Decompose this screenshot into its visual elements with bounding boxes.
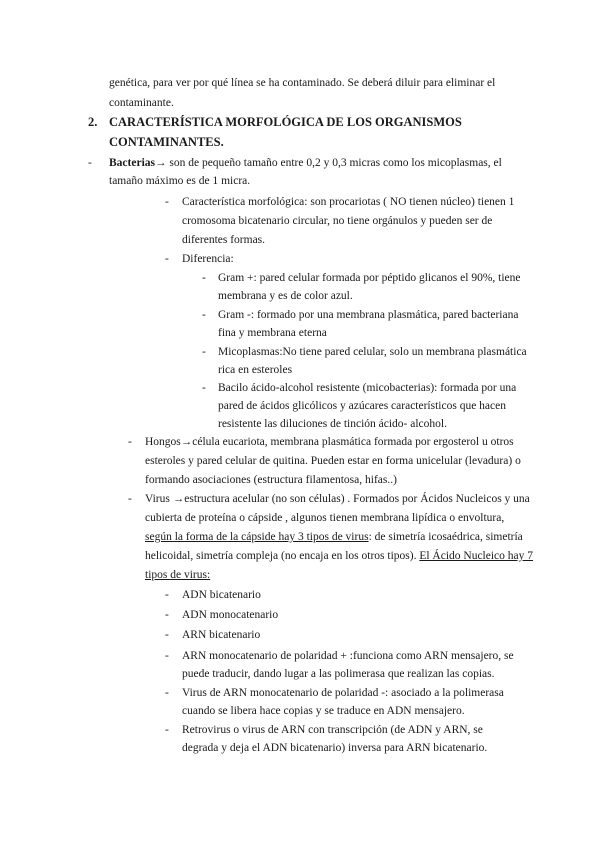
bullet-dash: -	[165, 724, 169, 736]
virus-line-4	[145, 547, 533, 566]
morfologia-line: diferentes formas.	[182, 234, 266, 246]
bullet-dash: -	[202, 346, 206, 358]
gram-neg-line: Gram -: formado por una membrana plasmática, pared bacteriana	[218, 309, 519, 321]
bullet-dash: -	[202, 272, 206, 284]
virus-line-5: tipos de virus:	[145, 569, 211, 581]
bullet-dash: -	[202, 382, 206, 394]
bullet-dash: -	[165, 589, 169, 601]
gram-pos-line: Gram +: pared celular formada por péptido glicanos el 90%, tiene	[218, 272, 521, 284]
virus-line-2: cubierta de proteína o cápside , algunos tienen membrana lipídica o envoltura,	[145, 512, 505, 524]
bacterias-line-2: tamaño máximo es de 1 micra.	[109, 175, 251, 187]
bacilo-line: Bacilo ácido-alcohol resistente (micobacterias): formada por una	[218, 382, 517, 394]
bacterias-text: son de pequeño tamaño entre 0,2 y 0,3 micras como los micoplasmas, el	[166, 157, 502, 169]
arrow-glyph: →	[154, 157, 167, 169]
virus-type-item: Retrovirus o virus de ARN con transcripción (de ADN y ARN, se	[182, 724, 483, 736]
virus-type-item: puede traducir, dando lugar a las polimerasa que realizan las copias.	[182, 668, 495, 680]
virus-type-item: ARN bicatenario	[182, 629, 261, 641]
bullet-dash: -	[165, 253, 169, 265]
morfologia-line: cromosoma bicatenario circular, no tiene orgánulos y pueden ser de	[182, 215, 493, 227]
bullet-dash: -	[165, 629, 169, 641]
virus-type-item: degrada y deja el ADN bicatenario) inversa para ARN bicatenario.	[182, 742, 488, 754]
bullet-dash: -	[165, 609, 169, 621]
micoplasmas-line: Micoplasmas:No tiene pared celular, solo un membrana plasmática	[218, 346, 527, 358]
virus-type-item: cuando se libera hace copias y se traduce en ADN mensajero.	[182, 705, 465, 717]
virus-type-item: ARN monocatenario de polaridad + :funciona como ARN mensajero, se	[182, 650, 514, 662]
bacterias-line-1	[109, 154, 502, 173]
bullet-dash: -	[202, 309, 206, 321]
acido-nucleico-underlined: El Ácido Nucleico hay 7	[419, 550, 534, 562]
bullet-dash: -	[165, 196, 169, 208]
section-number: 2.	[88, 115, 98, 129]
bullet-dash: -	[128, 436, 132, 448]
virus-line-3	[145, 528, 523, 547]
simetria-text: helicoidal, simetría compleja (no encaja en los otros tipos).	[145, 550, 420, 562]
morfologia-line: Característica morfológica: son procariotas ( NO tienen núcleo) tienen 1	[182, 196, 515, 208]
bacterias-label: Bacterias	[109, 157, 155, 169]
bacilo-line: pared de ácidos glicólicos y azúcares característicos que hacen	[218, 400, 506, 412]
intro-line-1: genética, para ver por qué línea se ha contaminado. Se deberá diluir para eliminar el	[109, 77, 496, 89]
bullet-dash: -	[128, 493, 132, 505]
virus-type-item: ADN bicatenario	[182, 589, 261, 601]
virus-type-item: Virus de ARN monocatenario de polaridad -: asociado a la polimerasa	[182, 687, 504, 699]
bullet-dash: -	[165, 687, 169, 699]
gram-pos-line: membrana y es de color azul.	[218, 290, 353, 302]
hongos-line: Hongos→célula eucariota, membrana plasmática formada por ergosterol u otros	[145, 436, 514, 448]
hongos-line: formando asociaciones (estructura filamentosa, hifas..)	[145, 474, 397, 486]
section-heading-line-1: CARACTERÍSTICA MORFOLÓGICA DE LOS ORGANISMOS	[109, 115, 462, 129]
capside-types-underlined: según la forma de la cápside hay 3 tipos de virus	[145, 531, 369, 543]
gram-neg-line: fina y membrana eterna	[218, 327, 327, 339]
capside-types-text: : de simetría icosaédrica, simetría	[368, 531, 523, 543]
bacilo-line: resistente las diluciones de tinción ácido- alcohol.	[218, 418, 447, 430]
intro-line-2: contaminante.	[109, 97, 174, 109]
virus-type-item: ADN monocatenario	[182, 609, 279, 621]
bullet-dash: -	[165, 650, 169, 662]
bullet-dash: -	[88, 157, 92, 169]
micoplasmas-line: rica en esteroles	[218, 364, 293, 376]
virus-line-1: Virus →estructura acelular (no son células) . Formados por Ácidos Nucleicos y una	[145, 493, 530, 505]
hongos-line: esteroles y pared celular de quitina. Pueden estar en forma unicelular (levadura) o	[145, 455, 521, 467]
diferencia-label: Diferencia:	[182, 253, 234, 265]
section-heading-line-2: CONTAMINANTES.	[109, 135, 224, 149]
